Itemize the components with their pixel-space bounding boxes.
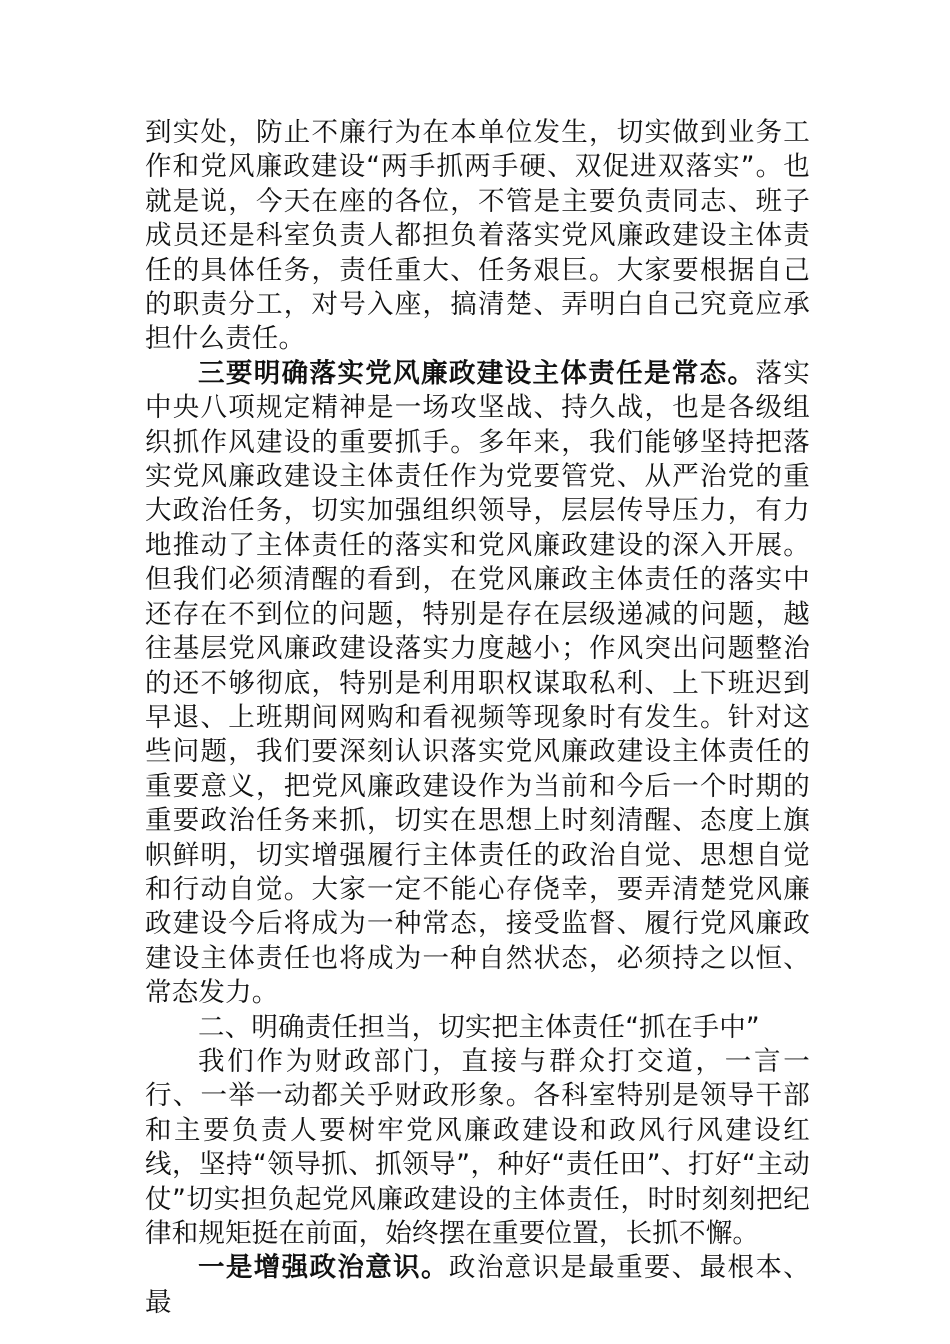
- paragraph-point-three: [145, 357, 810, 1011]
- paragraph-section-intro: [145, 1045, 810, 1251]
- paragraph-point-one: [145, 1251, 810, 1320]
- paragraph-lead-heading: 一是增强政治意识。: [198, 1252, 449, 1284]
- document-page: [145, 116, 810, 1320]
- paragraph-text: 我们作为财政部门，直接与群众打交道，一言一行、一举一动都关乎财政形象。各科室特别是领导干部和主要负责人要树牢党风廉政建设和政风行风建设红线，坚持“领导抓、抓领导”，种好“责任田”、打好“主动仗”切实担负起党风廉政建设的主体责任，时时刻刻把纪律和规矩挺在前面，始终摆在重要位置，长抓不懈。: [145, 1045, 810, 1249]
- paragraph-text: 落实中央八项规定精神是一场攻坚战、持久战，也是各级组织抓作风建设的重要抓手。多年来，我们能够坚持把落实党风廉政建设主体责任作为党要管党、从严治党的重大政治任务，切实加强组织领导，层层传导压力，有力地推动了主体责任的落实和党风廉政建设的深入开展。但我们必须清醒的看到，在党风廉政主体责任的落实中还存在不到位的问题，特别是存在层级递减的问题，越往基层党风廉政建设落实力度越小；作风突出问题整治的还不够彻底，特别是利用职权谋取私利、上下班迟到早退、上班期间网购和看视频等现象时有发生。针对这些问题，我们要深刻认识落实党风廉政建设主体责任的重要意义，把党风廉政建设作为当前和今后一个时期的重要政治任务来抓，切实在思想上时刻清醒、态度上旗帜鲜明，切实增强履行主体责任的政治自觉、思想自觉和行动自觉。大家一定不能心存侥幸，要弄清楚党风廉政建设今后将成为一种常态，接受监督、履行党风廉政建设主体责任也将成为一种自然状态，必须持之以恒、常态发力。: [145, 357, 811, 1009]
- paragraph-continuation: [145, 116, 810, 357]
- paragraph-lead-heading: 三要明确落实党风廉政建设主体责任是常态。: [198, 357, 756, 389]
- section-heading-text: 二、明确责任担当，切实把主体责任“抓在手中”: [198, 1011, 760, 1043]
- section-heading: [145, 1011, 810, 1045]
- paragraph-text: 政治意识是最重要、最根本、最: [145, 1252, 810, 1318]
- paragraph-text: 到实处，防止不廉行为在本单位发生，切实做到业务工作和党风廉政建设“两手抓两手硬、双促进双落实”。也就是说，今天在座的各位，不管是主要负责同志、班子成员还是科室负责人都担负着落实党风廉政建设主体责任的具体任务，责任重大、任务艰巨。大家要根据自己的职责分工，对号入座，搞清楚、弄明白自己究竟应承担什么责任。: [145, 117, 810, 355]
